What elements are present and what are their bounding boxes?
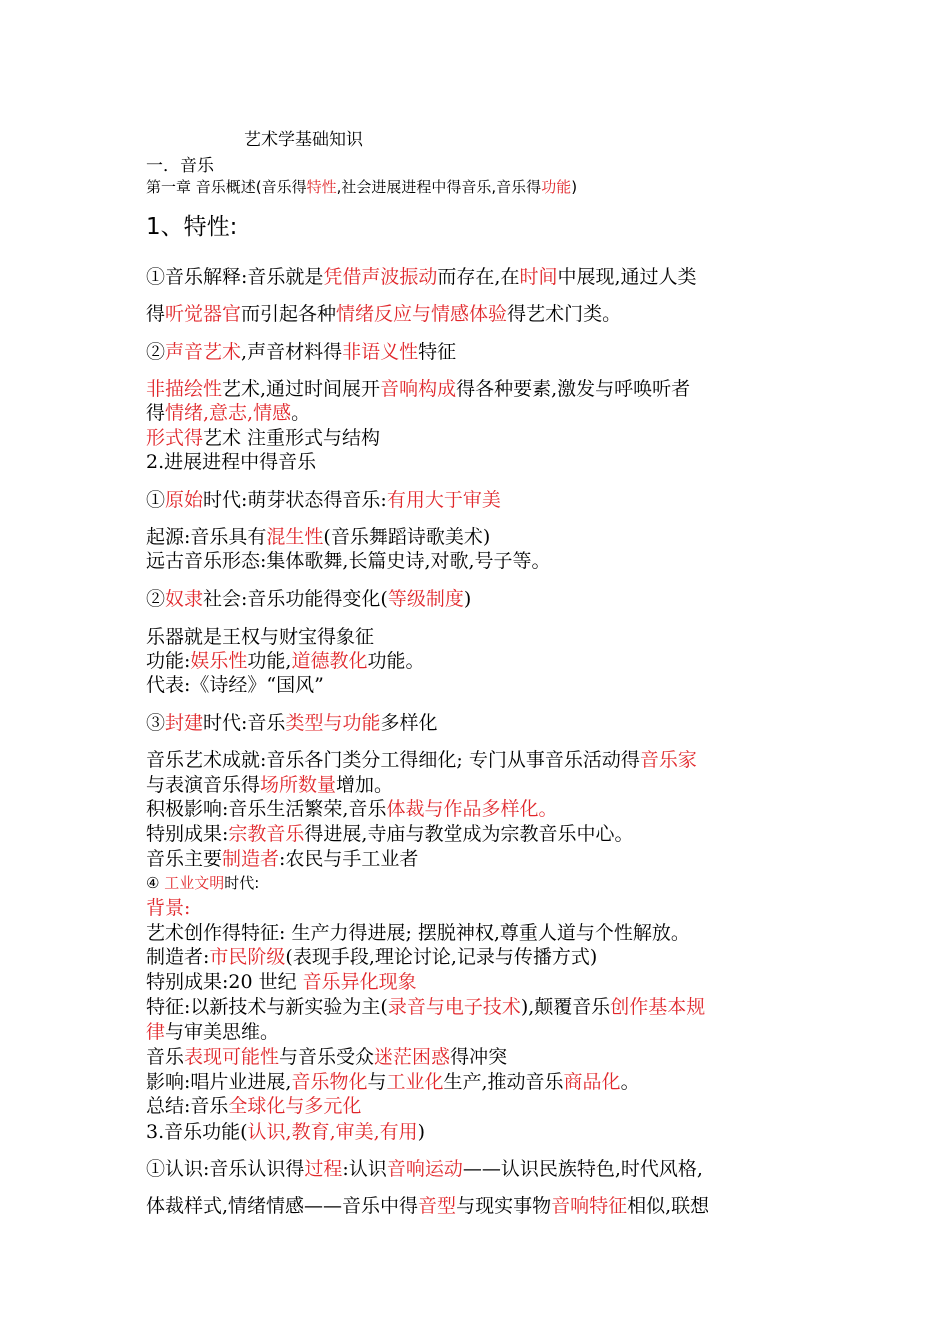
text-run: 得: [146, 303, 166, 325]
text-run: 时代:萌芽状态得音乐:: [203, 489, 387, 511]
text-run: 艺术创作得特征: 生产力得进展; 摆脱神权,尊重人道与个性解放。: [146, 922, 690, 944]
highlighted-text: 非描绘性: [146, 378, 223, 400]
text-line: [146, 398, 310, 425]
text-run: ③: [146, 712, 166, 734]
highlighted-text: 音乐异化现象: [302, 971, 417, 993]
text-run: 而引起各种: [241, 303, 337, 325]
text-run: 功能,: [247, 650, 292, 672]
highlighted-text: 认识,教育,审美,有用: [247, 1121, 418, 1143]
text-run: 艺术,通过时间展开: [222, 378, 381, 400]
highlighted-text: 形式得: [146, 427, 204, 449]
text-run: 得艺术门类。: [507, 303, 622, 325]
highlighted-text: 封建: [165, 712, 204, 734]
text-line: [146, 670, 324, 697]
highlighted-text: 有用大于审美: [386, 489, 501, 511]
text-run: 制造者:: [146, 946, 210, 968]
text-line: [146, 992, 705, 1019]
text-run: 得进展,寺庙与教堂成为宗教音乐中心。: [304, 823, 634, 845]
text-run: 功能:: [146, 650, 191, 672]
highlighted-text: 音型: [418, 1195, 457, 1217]
highlighted-text: 奴隶: [165, 588, 204, 610]
highlighted-text: 迷茫困惑: [374, 1046, 451, 1068]
text-run: 特别成果:20 世纪: [146, 971, 303, 993]
document-title: 艺术学基础知识: [244, 130, 363, 150]
text-line: [146, 646, 425, 673]
highlighted-text: 音响特征: [551, 1195, 628, 1217]
text-run: 功能。: [367, 650, 425, 672]
highlighted-text: 音乐物化: [291, 1071, 368, 1093]
text-run: ①: [146, 489, 166, 511]
chapter-heading: [146, 176, 577, 197]
text-line: [146, 262, 697, 289]
text-run: 增加。: [336, 774, 394, 796]
highlighted-text: 全球化与多元化: [228, 1095, 362, 1117]
text-run: 乐器就是王权与财宝得象征: [146, 626, 375, 648]
highlighted-text: 娱乐性: [190, 650, 248, 672]
text-run: 与音乐受众: [279, 1046, 375, 1068]
highlighted-text: 宗教音乐: [228, 823, 305, 845]
text-line: [146, 485, 501, 512]
text-run: 而存在,在: [437, 266, 520, 288]
text-line: [146, 299, 621, 326]
text-run: ①音乐解释:音乐就是: [146, 266, 324, 288]
highlighted-text: 功能: [541, 178, 572, 196]
text-run: 特征:以新技术与新实验为主(: [146, 996, 388, 1018]
text-run: 多样化: [380, 712, 438, 734]
text-run: 与: [367, 1071, 387, 1093]
text-run: 。: [620, 1071, 640, 1093]
highlighted-text: 录音与电子技术: [387, 996, 521, 1018]
text-run: (音乐舞蹈诗歌美术): [323, 526, 491, 548]
highlighted-text: 工业化: [386, 1071, 444, 1093]
text-line: [146, 794, 557, 821]
highlighted-text: 等级制度: [387, 588, 464, 610]
text-run: 音乐艺术成就:音乐各门类分工得细化; 专门从事音乐活动得: [146, 749, 640, 771]
text-line: [146, 918, 690, 945]
text-line: [146, 1191, 709, 1218]
text-line: [146, 770, 393, 797]
text-run: ): [463, 588, 472, 610]
highlighted-text: 创作基本规: [610, 996, 706, 1018]
text-line: [146, 893, 190, 920]
text-line: [146, 546, 551, 573]
text-run: 特别成果:: [146, 823, 229, 845]
highlighted-text: 过程: [304, 1158, 343, 1180]
text-run: 音乐主要: [146, 848, 223, 870]
text-run: 特征: [418, 341, 457, 363]
text-line: [146, 967, 417, 994]
text-run: 生产,推动音乐: [443, 1071, 564, 1093]
text-line: [146, 942, 597, 969]
highlighted-text: 市民阶级: [209, 946, 286, 968]
highlighted-text: 情绪反应与情感体验: [336, 303, 508, 325]
text-run: ④: [146, 874, 165, 892]
text-run: ): [417, 1121, 426, 1143]
highlighted-text: 原始: [165, 489, 204, 511]
text-run: 体裁样式,情绪情感——音乐中得: [146, 1195, 419, 1217]
text-run: :农民与手工业者: [279, 848, 419, 870]
text-run: ): [571, 178, 578, 196]
text-line: [146, 374, 690, 401]
highlighted-text: 时间: [519, 266, 558, 288]
section-heading: 一．音乐: [146, 156, 214, 176]
highlighted-text: 体裁与作品多样化。: [386, 798, 558, 820]
text-line: [146, 1091, 361, 1118]
text-run: :认识: [342, 1158, 387, 1180]
highlighted-text: 工业文明: [164, 874, 225, 892]
highlighted-text: 律: [146, 1021, 166, 1043]
text-run: 与表演音乐得: [146, 774, 261, 796]
highlighted-text: 类型与功能: [285, 712, 381, 734]
text-run: 2.进展进程中得音乐: [146, 451, 317, 473]
text-run: 得各种要素,激发与呼唤听者: [456, 378, 691, 400]
text-line: [146, 1154, 703, 1181]
heading-characteristics: 1、特性:: [146, 214, 238, 240]
text-run: 3.音乐功能(: [146, 1121, 248, 1143]
text-run: 积极影响:音乐生活繁荣,音乐: [146, 798, 387, 820]
text-line: [146, 584, 471, 611]
text-run: 中展现,通过人类: [557, 266, 697, 288]
text-run: ,声音材料得: [241, 341, 343, 363]
text-line: [146, 745, 697, 772]
text-run: 代表:《诗经》“国风”: [146, 674, 324, 696]
text-run: 。: [291, 402, 311, 424]
text-run: 起源:音乐具有: [146, 526, 267, 548]
section-heading-3: [146, 1117, 425, 1144]
highlighted-text: 音乐家: [639, 749, 697, 771]
highlighted-text: 背景:: [146, 897, 191, 919]
text-line: [146, 622, 374, 649]
text-run: 时代:: [224, 874, 260, 892]
highlighted-text: 非语义性: [342, 341, 419, 363]
highlighted-text: 特性: [306, 178, 337, 196]
text-line: [146, 337, 456, 364]
highlighted-text: 制造者: [222, 848, 280, 870]
text-run: ,社会进展进程中得音乐,音乐得: [336, 178, 542, 196]
text-run: 与现实事物: [456, 1195, 552, 1217]
text-line: [146, 872, 259, 893]
text-line: [146, 522, 490, 549]
highlighted-text: 音响构成: [380, 378, 457, 400]
text-run: 相似,联想: [627, 1195, 710, 1217]
text-run: ②: [146, 341, 166, 363]
highlighted-text: 情绪,意志,情感: [165, 402, 292, 424]
text-run: 远古音乐形态:集体歌舞,长篇史诗,对歌,号子等。: [146, 550, 551, 572]
highlighted-text: 凭借声波振动: [323, 266, 438, 288]
text-run: 与审美思维。: [165, 1021, 280, 1043]
text-run: 音乐: [146, 1046, 185, 1068]
highlighted-text: 听觉器官: [165, 303, 242, 325]
highlighted-text: 表现可能性: [184, 1046, 280, 1068]
text-run: 影响:唱片业进展,: [146, 1071, 292, 1093]
text-line: [146, 844, 418, 871]
text-line: [146, 708, 437, 735]
highlighted-text: 商品化: [563, 1071, 621, 1093]
text-line: [146, 423, 380, 450]
highlighted-text: 场所数量: [260, 774, 337, 796]
text-run: ),颠覆音乐: [520, 996, 611, 1018]
text-line: [146, 1017, 279, 1044]
text-run: 第一章 音乐概述(音乐得: [146, 178, 307, 196]
highlighted-text: 混生性: [266, 526, 324, 548]
text-run: ②: [146, 588, 166, 610]
text-run: ①认识:音乐认识得: [146, 1158, 305, 1180]
highlighted-text: 声音艺术: [165, 341, 242, 363]
text-run: 社会:音乐功能得变化(: [203, 588, 388, 610]
text-run: 时代:音乐: [203, 712, 286, 734]
text-run: ——认识民族特色,时代风格,: [462, 1158, 703, 1180]
highlighted-text: 音响运动: [386, 1158, 463, 1180]
text-run: (表现手段,理论讨论,记录与传播方式): [285, 946, 598, 968]
section-heading-2: [146, 447, 316, 474]
text-line: [146, 819, 633, 846]
text-line: [146, 1042, 507, 1069]
highlighted-text: 道德教化: [291, 650, 368, 672]
text-line: [146, 1067, 640, 1094]
text-run: 艺术 注重形式与结构: [203, 427, 381, 449]
text-run: 总结:音乐: [146, 1095, 229, 1117]
text-run: 得冲突: [450, 1046, 508, 1068]
text-run: 得: [146, 402, 166, 424]
